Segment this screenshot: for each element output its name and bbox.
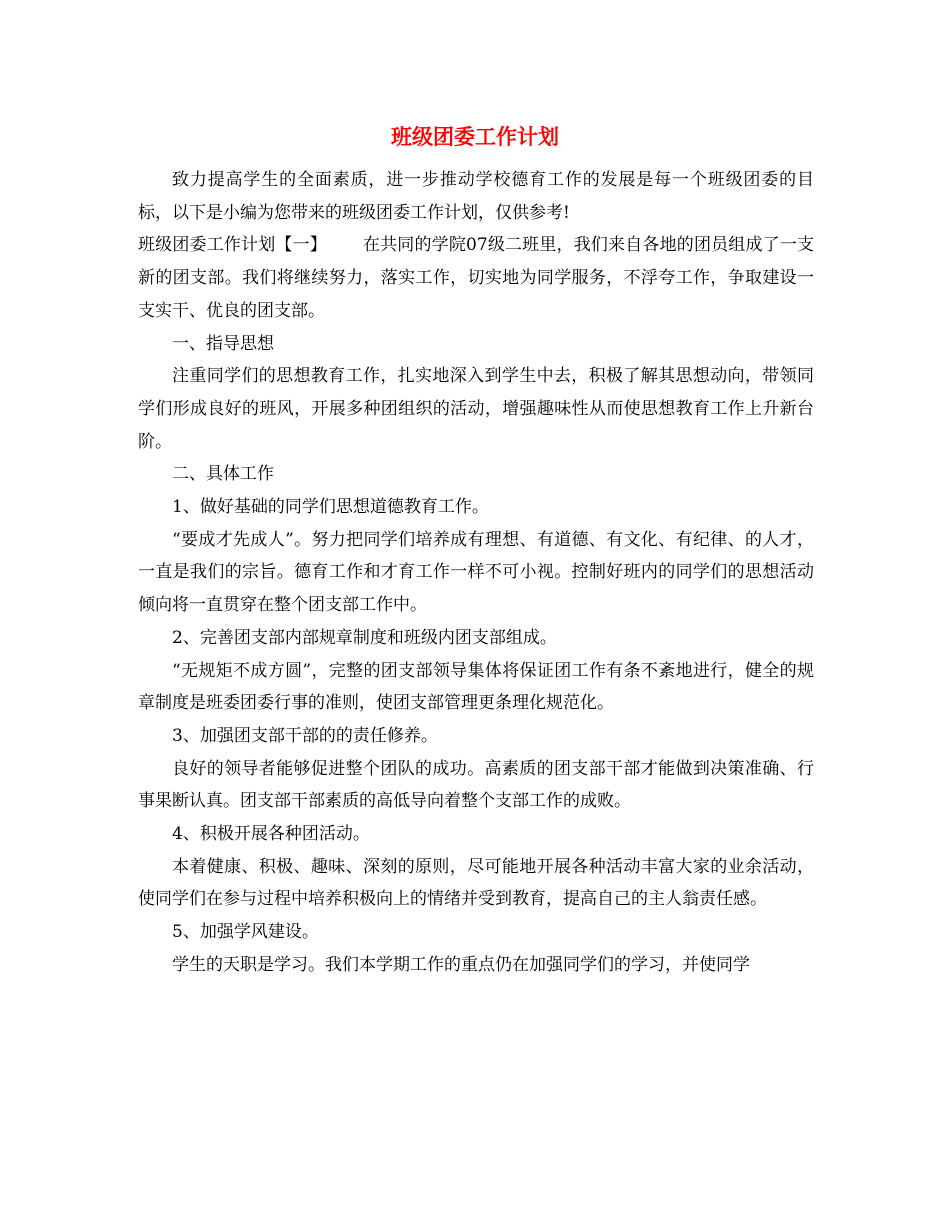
document-title: 班级团委工作计划 — [391, 124, 559, 149]
item-one-heading: 1、做好基础的同学们思想道德教育工作。 — [172, 497, 489, 518]
item-two-heading: 2、完善团支部内部规章制度和班级内团支部组成。 — [172, 627, 557, 648]
item-three-heading: 3、加强团支部干部的的责任修养。 — [172, 725, 438, 746]
plan-one-heading: 班级团委工作计划【一】 — [138, 235, 327, 256]
plan-one-paragraph — [138, 229, 814, 327]
section-heading-guiding-thought: 一、指导思想 — [172, 333, 274, 354]
guiding-thought-paragraph: 注重同学们的思想教育工作，扎实地深入到学生中去，积极了解其思想动向，带领同学们形成良好的班风，开展多种团组织的活动，增强趣味性从而使思想教育工作上升新台阶。 — [138, 366, 814, 452]
item-three-paragraph: 良好的领导者能够促进整个团队的成功。高素质的团支部干部才能做到决策准确、行事果断认真。团支部干部素质的高低导向着整个支部工作的成败。 — [138, 758, 814, 812]
item-four-paragraph: 本着健康、积极、趣味、深刻的原则，尽可能地开展各种活动丰富大家的业余活动，使同学们在参与过程中培养积极向上的情绪并受到教育，提高自己的主人翁责任感。 — [138, 856, 814, 910]
item-five-paragraph: 学生的天职是学习。我们本学期工作的重点仍在加强同学们的学习，并使同学 — [172, 954, 750, 975]
item-two-paragraph: “无规矩不成方圆”，完整的团支部领导集体将保证团工作有条不紊地进行，健全的规章制度是班委团委行事的准则，使团支部管理更条理化规范化。 — [138, 660, 814, 714]
section-heading-specific-work: 二、具体工作 — [172, 464, 274, 485]
plan-one-text: 在共同的学院07级二班里，我们来自各地的团员组成了一支新的团支部。我们将继续努力，落实工作，切实地为同学服务，不浮夸工作，争取建设一支实干、优良的团支部。 — [138, 235, 815, 321]
item-one-paragraph: “要成才先成人”。努力把同学们培养成有理想、有道德、有文化、有纪律、的人才，一直是我们的宗旨。德育工作和才育工作一样不可小视。控制好班内的同学们的思想活动倾向将一直贯穿在整个团支部工作中。 — [138, 529, 814, 616]
intro-paragraph: 致力提高学生的全面素质，进一步推动学校德育工作的发展是每一个班级团委的目标，以下是小编为您带来的班级团委工作计划，仅供参考! — [138, 170, 814, 223]
document-body — [138, 164, 814, 982]
item-four-heading: 4、积极开展各种团活动。 — [172, 824, 370, 845]
item-five-heading: 5、加强学风建设。 — [172, 922, 319, 943]
